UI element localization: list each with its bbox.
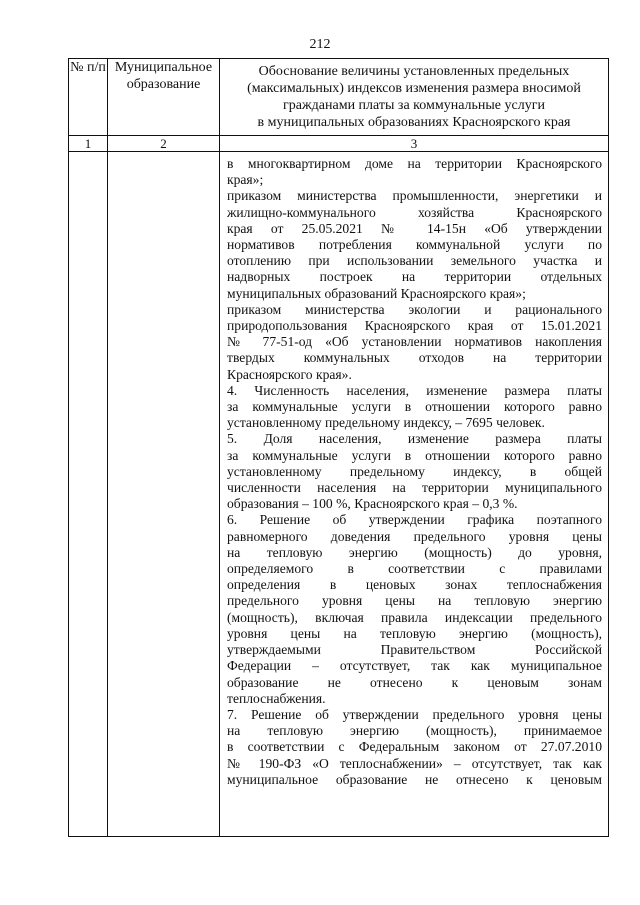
text-line: уровня цены на тепловую энергию (мощность), (227, 625, 602, 641)
column-number: 2 (108, 136, 220, 152)
row-justification-cell (220, 152, 609, 837)
text-line: предельного уровня цены на тепловую энергию (227, 593, 602, 609)
document-table (68, 58, 609, 837)
text-line: нормативов потребления коммунальной услуги по (227, 237, 602, 253)
text-line: муниципальное образование не отнесено к ценовым (227, 771, 602, 787)
header-line: (максимальных) индексов изменения размера вносимой (247, 81, 581, 96)
text-line: 7. Решение об утверждении предельного уровня цены (227, 706, 602, 722)
text-line: утверждаемыми Правительством Российской (227, 642, 602, 658)
column-number-row (69, 136, 609, 152)
text-line: края»; (227, 172, 264, 188)
page-number: 212 (309, 37, 331, 52)
text-line: теплоснабжения. (227, 690, 326, 706)
text-line: установленному предельному индексу, в общей (227, 463, 602, 479)
text-line: 6. Решение об утверждении графика поэтапного (227, 512, 602, 528)
text-line: в соответствии с Федеральным законом от 27.07.2010 (227, 739, 602, 755)
text-line: определения в ценовых зонах теплоснабжения (227, 577, 602, 593)
text-line: (мощность), включая правила индексации предельного (227, 609, 602, 625)
text-line: 4. Численность населения, изменение размера платы (227, 382, 602, 398)
text-line: определяемого в соответствии с правилами (227, 561, 602, 577)
header-line: в муниципальных образованиях Красноярского края (257, 115, 571, 130)
column-number: 3 (220, 136, 609, 152)
text-line: на тепловую энергию (мощность), принимаемое (227, 723, 602, 739)
text-line: отоплению при использовании земельного участка и (227, 253, 602, 269)
text-line: установленному предельному индексу, – 7695 человек. (227, 415, 545, 431)
text-line: на тепловую энергию (мощность) до уровня, (227, 544, 602, 560)
text-line: образование не отнесено к ценовым зонам (227, 674, 602, 690)
text-line: № 77-51-од «Об установлении нормативов накопления (227, 334, 602, 350)
text-line: твердых коммунальных отходов на территории (227, 350, 602, 366)
column-number: 1 (69, 136, 108, 152)
text-line: надворных построек на территории отдельных (227, 269, 602, 285)
text-line: Красноярского края». (227, 366, 352, 382)
text-line: образования – 100 %, Красноярского края – 0,3 %. (227, 496, 518, 512)
header-municipality: Муниципальное образование (108, 59, 220, 136)
header-line: гражданами платы за коммунальные услуги (283, 98, 545, 113)
justification-text (220, 152, 608, 788)
text-line: муниципальных образований Красноярского края»; (227, 285, 526, 301)
text-line: приказом министерства экологии и рационального (227, 301, 602, 317)
text-line: приказом министерства промышленности, энергетики и (227, 188, 602, 204)
text-line: природопользования Красноярского края от 15.01.2021 (227, 318, 602, 334)
text-line: Федерации – отсутствует, так как муниципальное (227, 658, 602, 674)
text-line: жилищно-коммунального хозяйства Красноярского (227, 204, 602, 220)
text-line: за коммунальные услуги в отношении которого равно (227, 447, 602, 463)
header-row (69, 59, 609, 136)
text-line: № 190-ФЗ «О теплоснабжении» – отсутствует, так как (227, 755, 602, 771)
row-municipality-cell (108, 152, 220, 837)
text-line: края от 25.05.2021 № 14-15н «Об утверждении (227, 220, 602, 236)
text-line: за коммунальные услуги в отношении которого равно (227, 399, 602, 415)
text-line: в многоквартирном доме на территории Красноярского (227, 156, 602, 171)
header-number: № п/п (69, 59, 108, 136)
header-line: Обоснование величины установленных предельных (258, 64, 570, 79)
text-line: численности населения на территории муниципального (227, 480, 602, 496)
text-line: 5. Доля населения, изменение размера платы (227, 431, 602, 447)
header-justification (220, 59, 609, 136)
text-line: равномерного доведения предельного уровня цены (227, 528, 602, 544)
row-number-cell (69, 152, 108, 837)
table-row (69, 152, 609, 837)
